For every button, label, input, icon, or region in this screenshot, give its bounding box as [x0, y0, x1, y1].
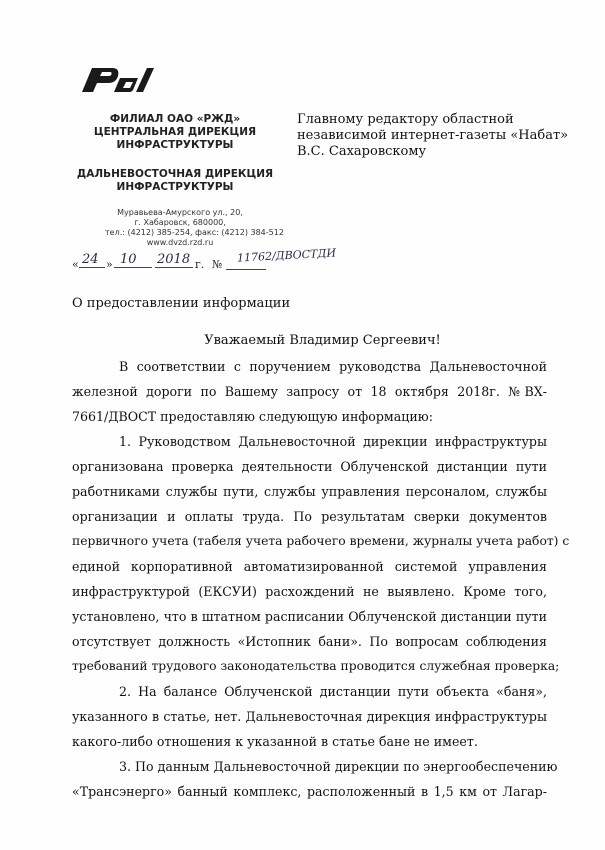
body-line: требований трудового законодательства проводится служебная проверка;	[72, 659, 560, 673]
addressee-line: независимой интернет-газеты «Набат»	[297, 128, 569, 143]
contact-line: тел.: (4212) 385-254, факс: (4212) 384-512	[105, 228, 284, 237]
date-open-quote: «	[72, 258, 79, 271]
sender-contacts	[105, 208, 284, 248]
sender-org-line: ФИЛИАЛ ОАО «РЖД»	[109, 113, 241, 125]
body-line: 7661/ДВОСТ предоставляю следующую информацию:	[72, 409, 433, 424]
body-line: организации и оплаты труда. По результатам сверки документов	[72, 509, 547, 524]
body-line: какого-либо отношения к указанной в статье бане не имеет.	[72, 734, 478, 749]
registration-number: 11762/ДВОСТДИ	[236, 246, 337, 265]
addressee-line: Главному редактору областной	[297, 112, 514, 127]
body-line: установлено, что в штатном расписании Облученской дистанции пути	[72, 609, 547, 624]
sender-dir-line: ИНФРАСТРУКТУРЫ	[116, 181, 234, 193]
sender-org-line: ЦЕНТРАЛЬНАЯ ДИРЕКЦИЯ	[93, 126, 257, 138]
body-line: «Трансэнерго» банный комплекс, расположенный в 1,5 км от Лагар-	[72, 784, 547, 799]
letter-subject: О предоставлении информации	[72, 296, 291, 311]
body-line: указанного в статье, нет. Дальневосточная дирекция инфраструктуры	[72, 709, 547, 724]
number-underline	[226, 269, 266, 270]
date-day: 24	[82, 252, 99, 267]
addressee-block	[297, 112, 587, 160]
date-month-underline	[114, 267, 152, 268]
body-line: 3. По данным Дальневосточной дирекции по энергообеспечению	[119, 759, 558, 774]
number-sign: №	[212, 258, 223, 271]
body-line: 2. На балансе Облученской дистанции пути объекта «баня»,	[119, 684, 547, 699]
body-line: 1. Руководством Дальневосточной дирекции инфраструктуры	[119, 434, 547, 449]
addressee-name: В.С. Сахаровскому	[297, 144, 427, 159]
sender-directorate	[60, 168, 290, 194]
sender-org-line: ИНФРАСТРУКТУРЫ	[116, 139, 234, 151]
date-year-suffix: г.	[195, 258, 205, 271]
body-line: организована проверка деятельности Облученской дистанции пути	[72, 459, 547, 474]
contact-line: Муравьева-Амурского ул., 20,	[117, 208, 243, 217]
letter-salutation: Уважаемый Владимир Сергеевич!	[204, 333, 441, 348]
sender-organization	[60, 113, 290, 152]
contact-line: г. Хабаровск, 680000,	[134, 218, 226, 227]
body-line: единой корпоративной автоматизированной системой управления	[72, 559, 547, 574]
date-year: 2018	[157, 252, 191, 267]
body-line: железной дороги по Вашему запросу от 18 октября 2018г. №ВХ-	[72, 384, 547, 399]
body-line: инфраструктурой (ЕКСУИ) расхождений не выявлено. Кроме того,	[72, 584, 547, 599]
date-year-underline	[155, 267, 193, 268]
sender-dir-line: ДАЛЬНЕВОСТОЧНАЯ ДИРЕКЦИЯ	[76, 168, 274, 180]
date-day-underline	[79, 267, 105, 268]
body-line: работниками службы пути, службы управления персоналом, службы	[72, 484, 547, 499]
letter-body	[72, 354, 570, 804]
body-line: отсутствует должность «Истопник бани». По вопросам соблюдения	[72, 634, 547, 649]
registration-line	[72, 246, 372, 272]
body-line: В соответствии с поручением руководства Дальневосточной	[119, 359, 547, 374]
body-line: первичного учета (табеля учета рабочего времени, журналы учета работ) с	[72, 534, 570, 548]
date-close-quote: »	[106, 258, 113, 271]
date-month: 10	[120, 252, 137, 267]
rzd-logo	[78, 64, 158, 94]
contact-website: www.dvzd.rzd.ru	[146, 238, 214, 247]
